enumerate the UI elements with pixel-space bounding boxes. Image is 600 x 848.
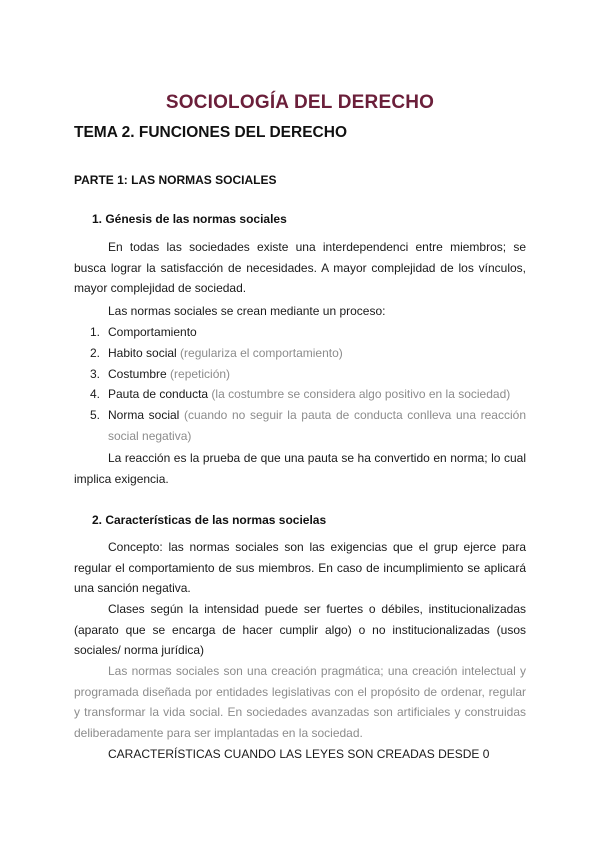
- list-item: 5. Norma social (cuando no seguir la pauta de conducta conlleva una reacción social negativa): [90, 408, 526, 443]
- concept-paragraph: Concepto: las normas sociales son las exigencias que el grup ejerce para regular el comportamiento de sus miembros. En caso de incumplimiento se aplicará una sanción negativa.: [74, 540, 526, 595]
- section1-heading: 1. Génesis de las normas sociales: [92, 212, 287, 226]
- section2-heading: 2. Características de las normas socielas: [92, 513, 327, 527]
- list-item: 3. Costumbre (repetición): [90, 366, 231, 381]
- document-title: SOCIOLOGÍA DEL DERECHO: [165, 92, 435, 113]
- process-steps-list: [74, 322, 526, 447]
- process-intro: Las normas sociales se crean mediante un proceso:: [108, 304, 386, 318]
- tema-heading: TEMA 2. FUNCIONES DEL DERECHO: [74, 124, 347, 141]
- characteristics-heading: CARACTERÍSTICAS CUANDO LAS LEYES SON CREADAS DESDE 0: [108, 747, 490, 761]
- pragmatic-paragraph: Las normas sociales son una creación pragmática; una creación intelectual y programada diseñada por entidades legislativas con el propósito de ordenar, regular y transformar la vida social. En sociedades avanzadas son artificiales y construidas deliberadamente para ser implantadas en la sociedad.: [74, 664, 526, 740]
- section1-conclusion: La reacción es la prueba de que una pauta se ha convertido en norma; lo cual implica exigencia.: [74, 451, 526, 486]
- parte-heading: PARTE 1: LAS NORMAS SOCIALES: [74, 173, 277, 187]
- section1-intro: En todas las sociedades existe una interdependenci entre miembros; se busca lograr la satisfacción de necesidades. A mayor complejidad de los vínculos, mayor complejidad de sociedad.: [74, 240, 526, 295]
- classes-paragraph: Clases según la intensidad puede ser fuertes o débiles, institucionalizadas (aparato que se encarga de hacer cumplir algo) o no institucionalizadas (usos sociales/ norma jurídica): [74, 602, 526, 657]
- list-item: 4. Pauta de conducta (la costumbre se considera algo positivo en la sociedad): [90, 387, 511, 402]
- list-item: 2. Habito social (regulariza el comportamiento): [90, 345, 343, 360]
- list-item: 1. Comportamiento: [90, 325, 197, 339]
